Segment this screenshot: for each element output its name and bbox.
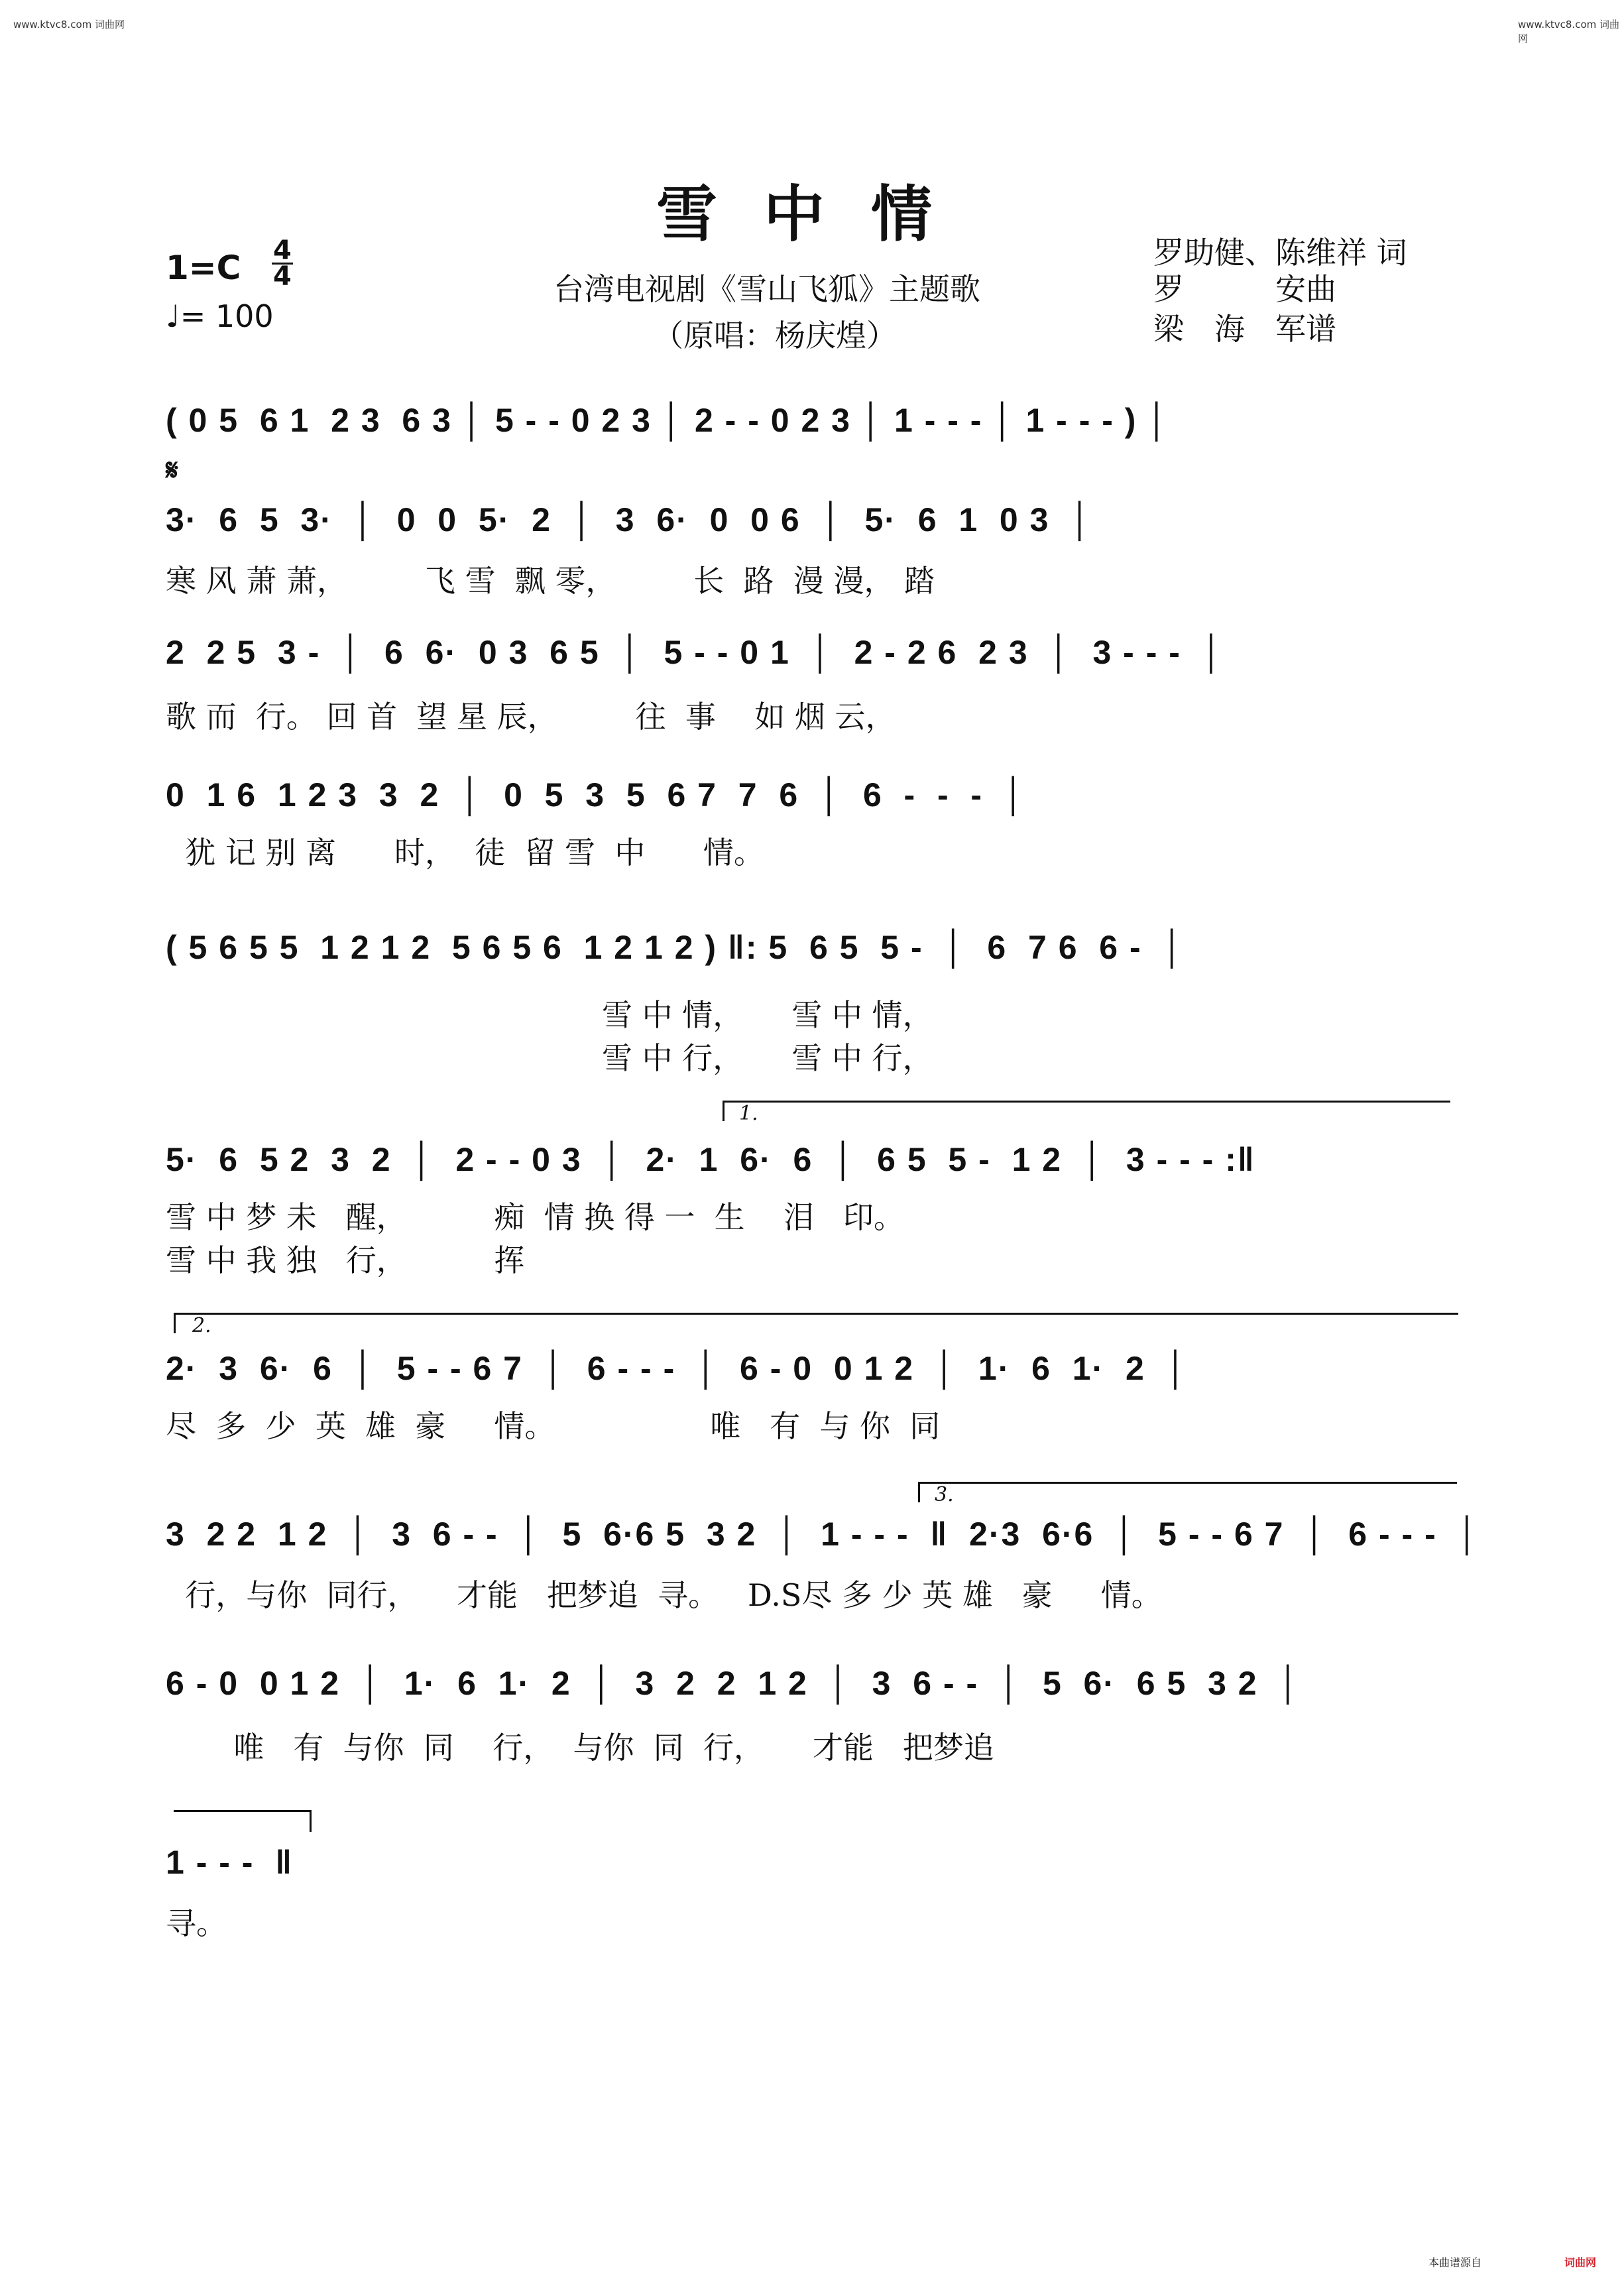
tempo-marking: ♩= 100 xyxy=(166,298,274,334)
score-line-2-notes: 3· 6 5 3· │ 0 0 5· 2 │ 3 6· 0 0 6 │ 5· 6 1 0 3 │ xyxy=(166,501,1093,538)
score-line-6-lyrics-a: 雪 中 梦 未 醒， 痴 情 换 得 一 生 泪 印。 xyxy=(166,1199,905,1235)
volta-3-bracket xyxy=(918,1482,1457,1502)
original-singer: （原唱：杨庆煌） xyxy=(653,318,897,353)
final-bracket xyxy=(174,1810,312,1832)
score-line-7-lyrics: 尽 多 少 英 雄 豪 情。 唯 有 与 你 同 xyxy=(166,1408,941,1444)
site-url-right[interactable]: www.ktvc8.com 词曲网 xyxy=(1518,19,1620,44)
arranger: 梁 海 军谱 xyxy=(1153,311,1336,347)
song-title: 雪中情 xyxy=(656,178,979,250)
volta-3-label: 3. xyxy=(935,1483,954,1506)
time-signature: 4 4 xyxy=(273,235,292,292)
score-line-10-notes: 1 - - - ‖ xyxy=(166,1844,294,1881)
lyricist: 罗助健、陈维祥 词 xyxy=(1153,235,1407,270)
footer-source: 本曲谱源自 xyxy=(1428,2256,1482,2269)
score-line-5-lyrics-b: 雪 中 行， 雪 中 行， xyxy=(166,1040,933,1076)
score-line-6-lyrics-b: 雪 中 我 独 行， 挥 xyxy=(166,1242,525,1278)
composer: 罗 安曲 xyxy=(1153,271,1336,307)
score-line-5-lyrics-a: 雪 中 情， 雪 中 情， xyxy=(166,997,933,1033)
volta-1-label: 1. xyxy=(739,1102,758,1125)
score-line-7-notes: 2· 3 6· 6 │ 5 - - 6 7 │ 6 - - - │ 6 - 0 0 1 2 │ 1· 6 1· 2 │ xyxy=(166,1350,1189,1387)
site-url-left[interactable]: www.ktvc8.com 词曲网 xyxy=(13,19,125,30)
score-line-9-lyrics: 唯 有 与你 同 行， 与你 同 行， 才能 把梦追 xyxy=(166,1730,994,1766)
score-line-8-lyrics: 行，与你 同行， 才能 把梦追 寻。 D.S尽 多 少 英 雄 豪 情。 xyxy=(166,1577,1162,1613)
score-line-4-notes: 0 1 6 1 2 3 3 2 │ 0 5 3 5 6 7 7 6 │ 6 - - - │ xyxy=(166,776,1027,813)
score-line-10-lyrics: 寻。 xyxy=(166,1905,227,1941)
volta-2-bracket xyxy=(174,1313,1458,1333)
score-line-4-lyrics: 犹 记 别 离 时， 徒 留 雪 中 情。 xyxy=(166,835,764,871)
score-line-5-notes: ( 5 6 5 5 1 2 1 2 5 6 5 6 1 2 1 2 ) ‖: 5 6 5 5 - │ 6 7 6 6 - │ xyxy=(166,929,1185,966)
key-signature: 1=C xyxy=(166,249,241,287)
score-line-1-notes: ( 0 5 6 1 2 3 6 3 │ 5 - - 0 2 3 │ 2 - - 0 2 3 │ 1 - - - │ 1 - - - ) │ xyxy=(166,402,1170,439)
score-line-9-notes: 6 - 0 0 1 2 │ 1· 6 1· 2 │ 3 2 2 1 2 │ 3 6 - - │ 5 6· 6 5 3 2 │ xyxy=(166,1665,1301,1702)
segno-sign: 𝄋 xyxy=(166,454,180,487)
volta-1-bracket xyxy=(723,1101,1450,1121)
song-subtitle: 台湾电视剧《雪山飞狐》主题歌 xyxy=(553,271,980,307)
score-line-8-notes: 3 2 2 1 2 │ 3 6 - - │ 5 6·6 5 3 2 │ 1 - - - ‖ 2·3 6·6 │ 5 - - 6 7 │ 6 - - - │ xyxy=(166,1516,1480,1553)
score-line-2-lyrics: 寒 风 萧 萧， 飞 雪 飘 零， 长 路 漫 漫， 踏 xyxy=(166,563,935,599)
footer-site-logo[interactable]: 词曲网 xyxy=(1564,2256,1597,2269)
score-line-3-lyrics: 歌 而 行。 回 首 望 星 辰， 往 事 如 烟 云， xyxy=(166,699,896,735)
score-line-6-notes: 5· 6 5 2 3 2 │ 2 - - 0 3 │ 2· 1 6· 6 │ 6 5 5 - 1 2 │ 3 - - - :‖ xyxy=(166,1141,1255,1178)
score-line-3-notes: 2 2 5 3 - │ 6 6· 0 3 6 5 │ 5 - - 0 1 │ 2 - 2 6 2 3 │ 3 - - - │ xyxy=(166,634,1224,671)
volta-2-label: 2. xyxy=(192,1314,211,1337)
